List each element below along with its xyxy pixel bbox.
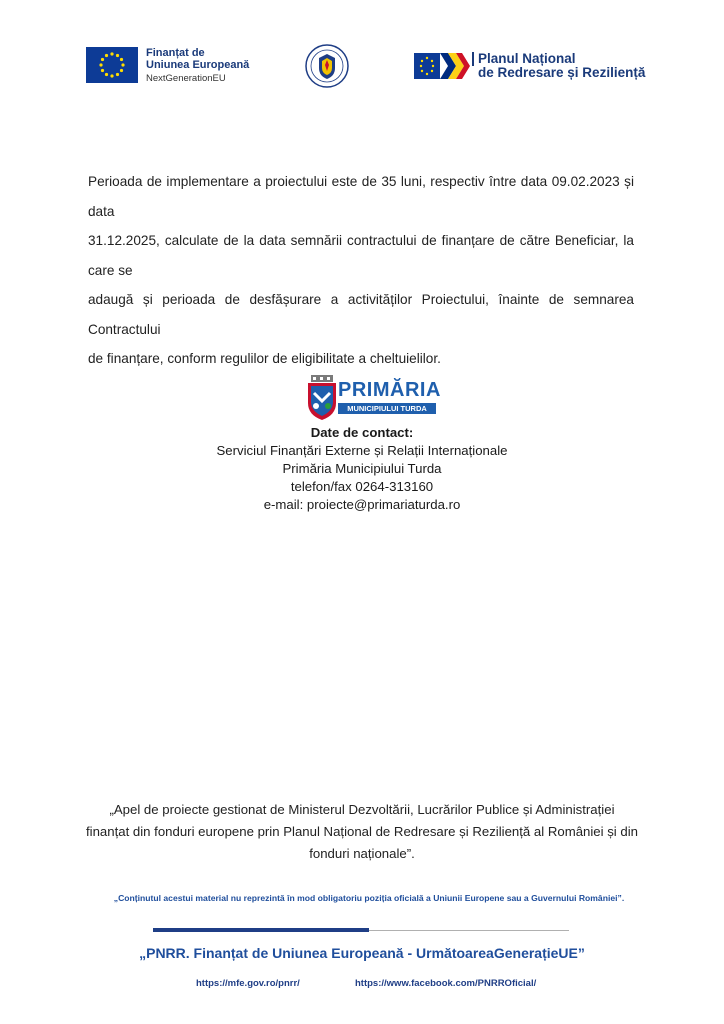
pnrr-slogan: „PNRR. Finanțat de Uniunea Europeană - UrmătoareaGenerațieUE” — [139, 945, 585, 961]
contact-phone: telefon/fax 0264-313160 — [290, 479, 434, 494]
call-statement — [86, 799, 638, 865]
paragraph-line: Perioada de implementare a proiectului este de 35 luni, respectiv între data 09.02.2023 și data — [88, 174, 634, 219]
primaria-title: PRIMĂRIA — [338, 379, 441, 401]
pnrr-logo-text — [478, 52, 645, 81]
paragraph-line: 31.12.2025, calculate de la data semnării contractului de finanțare de către Beneficiar, la care se — [88, 233, 634, 278]
call-line: „Apel de proiecte gestionat de Ministerul Dezvoltării, Lucrărilor Publice și Administrației — [109, 802, 615, 817]
pnrr-logo-line1: Planul Național — [472, 52, 645, 67]
pnrr-arrow-flag-icon — [414, 51, 470, 81]
contact-email: e-mail: proiecte@primariaturda.ro — [263, 497, 461, 512]
eu-flag-icon — [86, 47, 138, 83]
footer-divider — [153, 928, 569, 932]
paragraph-line: de finanțare, conform regulilor de eligibilitate a cheltuielilor. — [88, 351, 441, 366]
eu-logo-line2: Uniunea Europeană — [146, 59, 250, 71]
implementation-period-paragraph — [88, 167, 634, 374]
contact-department: Serviciul Finanțări Externe și Relații Internaționale — [216, 443, 508, 458]
facebook-link[interactable]: https://www.facebook.com/PNRROficial/ — [355, 978, 537, 989]
contact-institution: Primăria Municipiului Turda — [282, 461, 442, 476]
paragraph-line: adaugă și perioada de desfășurare a activităților Proiectului, înainte de semnarea Contractului — [88, 292, 634, 337]
footer-divider-grey — [369, 930, 569, 931]
eu-logo-text — [146, 47, 249, 85]
mfe-link[interactable]: https://mfe.gov.ro/pnrr/ — [196, 978, 300, 989]
contact-heading: Date de contact: — [310, 425, 414, 440]
eu-logo-line3: NextGenerationEU — [146, 73, 226, 84]
pnrr-logo — [414, 51, 645, 81]
eu-funding-logo — [86, 47, 249, 85]
call-line: finanțat din fonduri europene prin Planul Național de Redresare și Reziliență al României și din — [86, 824, 639, 839]
eu-disclaimer: „Conținutul acestui material nu reprezintă în mod obligatoriu poziția oficială a Uniunii Europene sau a Guvernului României”. — [113, 893, 625, 903]
contact-block — [150, 424, 574, 514]
eu-logo-line1: Finanțat de — [146, 47, 205, 59]
pnrr-logo-line2: de Redresare și Reziliență — [478, 65, 646, 80]
primaria-subtitle: MUNICIPIULUI TURDA — [338, 403, 436, 414]
call-line: fonduri naționale”. — [309, 846, 415, 861]
footer-divider-blue — [153, 928, 369, 932]
romanian-government-seal-icon — [305, 44, 349, 88]
